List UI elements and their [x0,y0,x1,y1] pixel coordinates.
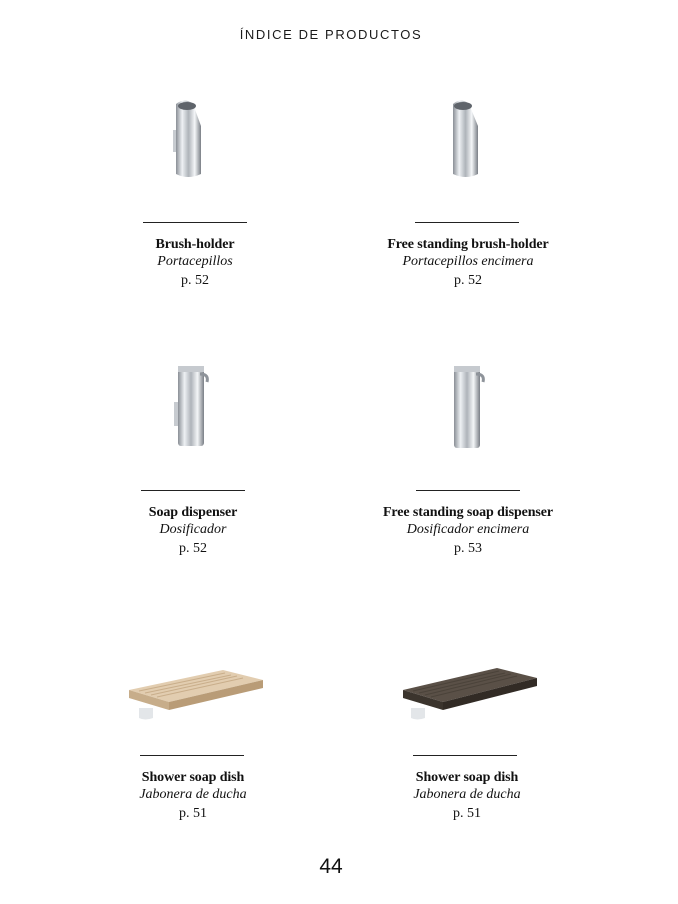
product-name: Soap dispenser [148,505,238,520]
product-name-spanish: Jabonera de ducha [413,787,521,802]
free-standing-soap-dispenser-image [348,364,588,454]
product-name-spanish: Jabonera de ducha [139,787,247,802]
product-page-ref: p. 53 [454,541,482,556]
product-name: Shower soap dish [141,770,245,785]
product-name-spanish: Dosificador encimera [406,522,530,537]
product-page-ref: p. 51 [453,806,481,821]
divider-rule [416,490,520,491]
free-standing-brush-holder-image [348,98,588,182]
divider-rule [141,490,245,491]
shower-soap-dish-dark-image [347,664,587,724]
product-page-ref: p. 51 [179,806,207,821]
product-page-ref: p. 52 [181,273,209,288]
divider-rule [415,222,519,223]
product-name: Shower soap dish [415,770,519,785]
product-page-ref: p. 52 [179,541,207,556]
product-name-spanish: Portacepillos encimera [402,254,534,269]
page-number: 44 [319,855,343,878]
product-name: Brush-holder [155,237,235,252]
product-name: Free standing brush-holder [387,237,549,252]
soap-dispenser-image [73,364,313,454]
divider-rule [143,222,247,223]
divider-rule [140,755,244,756]
product-name: Free standing soap dispenser [382,505,554,520]
product-name-spanish: Dosificador [159,522,227,537]
product-page-ref: p. 52 [454,273,482,288]
product-name-spanish: Portacepillos [157,254,233,269]
page-header: ÍNDICE DE PRODUCTOS [239,27,423,42]
brush-holder-image [75,98,315,182]
shower-soap-dish-oak-image [73,664,313,724]
divider-rule [413,755,517,756]
